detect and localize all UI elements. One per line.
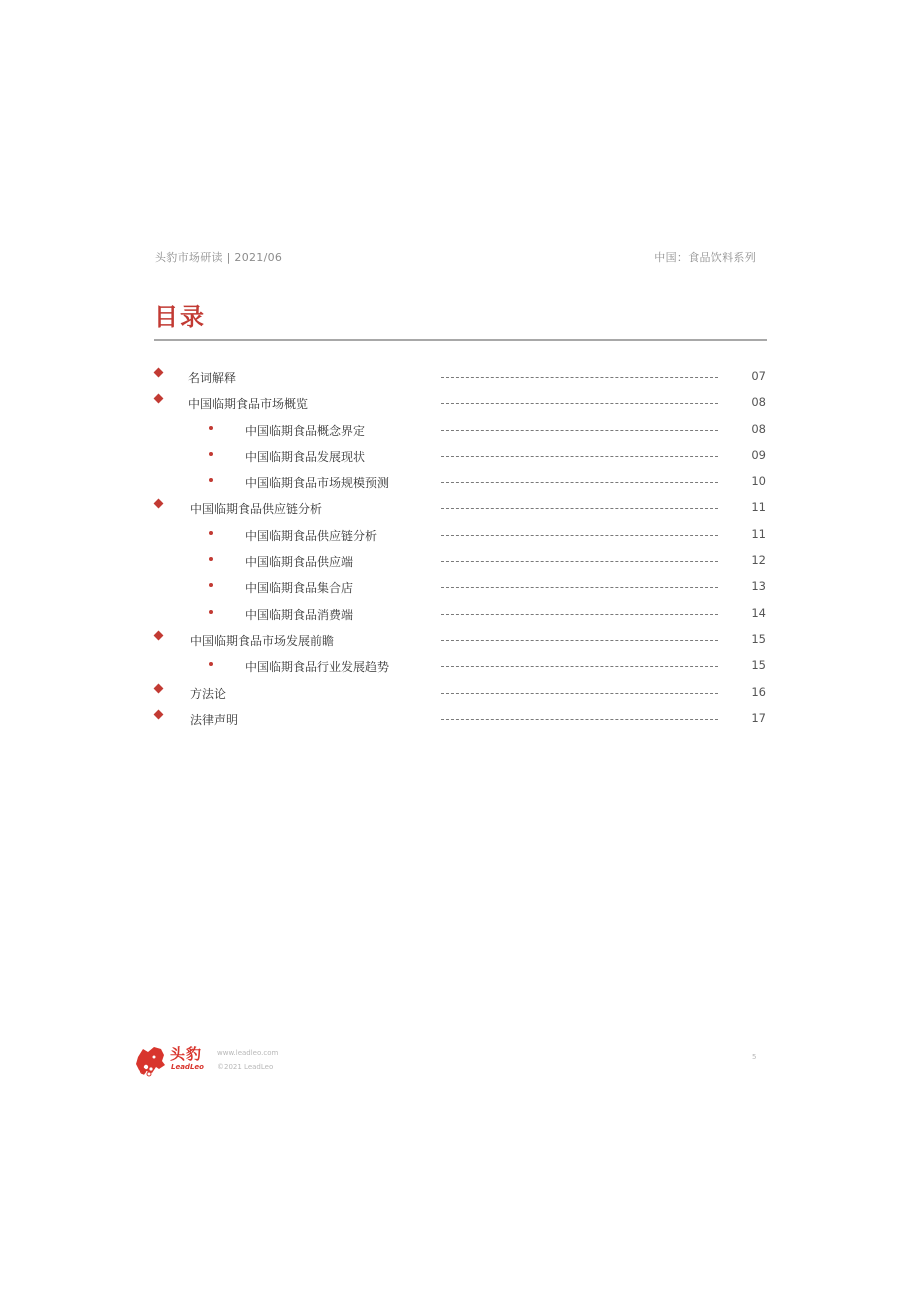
toc-entry-page: 11 (751, 526, 766, 541)
dotted-leader (441, 666, 718, 667)
logo-chinese: 头豹 (170, 1045, 203, 1063)
dot-bullet-icon (209, 452, 213, 456)
toc-entry[interactable] (0, 653, 920, 679)
toc-entry[interactable] (0, 627, 920, 653)
logo-english: LeadLeo (171, 1063, 204, 1071)
toc-entry-label: 中国临期食品市场发展前瞻 (190, 633, 335, 648)
toc-entry-page: 15 (751, 631, 766, 646)
footer-url: www.leadleo.com (217, 1049, 279, 1057)
toc-entry-label: 中国临期食品市场规模预测 (245, 476, 390, 491)
diamond-bullet-icon (154, 683, 164, 693)
toc-entry-page: 11 (751, 500, 766, 515)
toc-entry-page: 17 (751, 710, 766, 725)
dot-bullet-icon (209, 531, 213, 535)
dot-bullet-icon (209, 426, 213, 430)
dot-bullet-icon (209, 610, 213, 614)
dot-bullet-icon (209, 557, 213, 561)
toc-entry[interactable] (0, 469, 920, 495)
diamond-bullet-icon (154, 709, 164, 719)
toc-entry-label: 法律声明 (190, 712, 239, 727)
toc-entry[interactable] (0, 680, 920, 706)
toc-entry-label: 中国临期食品供应端 (245, 555, 354, 570)
toc-entry[interactable] (0, 495, 920, 521)
toc-entry[interactable] (0, 522, 920, 548)
toc-entry-page: 12 (751, 553, 766, 568)
toc-entry[interactable] (0, 443, 920, 469)
toc-entry[interactable] (0, 390, 920, 416)
toc-entry-label: 中国临期食品消费端 (245, 607, 354, 622)
diamond-bullet-icon (154, 368, 164, 378)
toc-entry-label: 中国临期食品集合店 (245, 581, 354, 596)
toc-entry-page: 15 (751, 658, 766, 673)
toc-entry-label: 中国临期食品供应链分析 (190, 502, 323, 517)
page-title: 目录 (154, 303, 206, 331)
toc-entry-page: 13 (751, 579, 766, 594)
toc-entry-page: 10 (751, 474, 766, 489)
dotted-leader (441, 693, 718, 694)
toc-entry[interactable] (0, 548, 920, 574)
footer-page-number: 5 (752, 1053, 757, 1061)
toc-entry-label: 中国临期食品市场概览 (188, 397, 309, 412)
diamond-bullet-icon (154, 499, 164, 509)
diamond-bullet-icon (154, 394, 164, 404)
dotted-leader (441, 719, 718, 720)
dot-bullet-icon (209, 478, 213, 482)
toc-entry-page: 08 (751, 421, 766, 436)
dotted-leader (441, 640, 718, 641)
toc-entry-page: 16 (751, 684, 766, 699)
toc-entry-label: 中国临期食品供应链分析 (245, 528, 378, 543)
dotted-leader (441, 430, 718, 431)
toc-entry[interactable] (0, 601, 920, 627)
toc-entry-label: 名词解释 (188, 371, 237, 385)
header-left: 头豹市场研读 | 2021/06 (155, 251, 283, 264)
dotted-leader (441, 377, 718, 378)
table-of-contents (0, 364, 920, 732)
toc-entry-page: 09 (751, 447, 766, 462)
dotted-leader (441, 403, 718, 404)
toc-entry-label: 中国临期食品行业发展趋势 (245, 660, 390, 675)
dotted-leader (441, 508, 718, 509)
dotted-leader (441, 561, 718, 562)
toc-entry-label: 中国临期食品发展现状 (245, 449, 366, 464)
footer-copyright: ©2021 LeadLeo (217, 1063, 274, 1071)
title-divider (154, 339, 767, 341)
toc-entry[interactable] (0, 574, 920, 600)
dotted-leader (441, 614, 718, 615)
dotted-leader (441, 535, 718, 536)
header-right: 中国：食品饮料系列 (654, 251, 756, 264)
toc-entry-page: 08 (751, 395, 766, 410)
dot-bullet-icon (209, 583, 213, 587)
dotted-leader (441, 587, 718, 588)
diamond-bullet-icon (154, 631, 164, 641)
toc-entry-page: 14 (751, 605, 766, 620)
toc-entry[interactable] (0, 364, 920, 390)
toc-entry[interactable] (0, 417, 920, 443)
dot-bullet-icon (209, 662, 213, 666)
toc-entry-label: 中国临期食品概念界定 (245, 423, 366, 438)
dotted-leader (441, 482, 718, 483)
toc-entry-label: 方法论 (190, 686, 227, 701)
dotted-leader (441, 456, 718, 457)
leadleo-logo (134, 1043, 214, 1077)
leopard-head-icon (134, 1043, 168, 1077)
toc-entry-page: 07 (751, 369, 766, 383)
toc-entry[interactable] (0, 706, 920, 732)
